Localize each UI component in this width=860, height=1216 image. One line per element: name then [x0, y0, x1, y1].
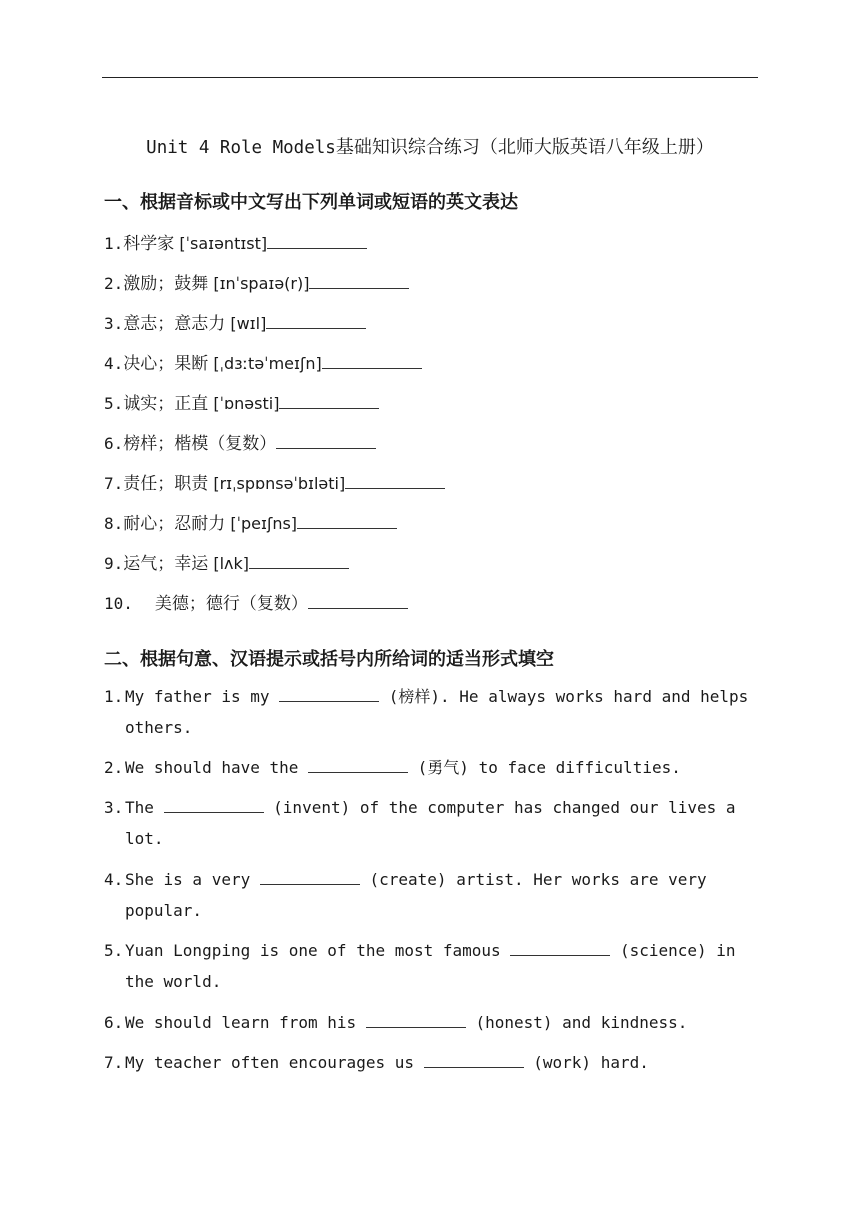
answer-blank[interactable]	[249, 554, 349, 569]
vocab-item: 4.决心；果断 [ˌdɜːtəˈmeɪʃn]	[104, 349, 422, 374]
fill-blank-item: 6. We should learn from his (honest) and kindness.	[104, 1013, 688, 1032]
vocab-item: 7.责任；职责 [rɪˌspɒnsəˈbɪləti]	[104, 469, 445, 494]
answer-blank[interactable]	[424, 1053, 524, 1068]
section1-heading: 一、根据音标或中文写出下列单词或短语的英文表达	[104, 192, 518, 213]
fill-blank-item: 2. We should have the (勇气) to face difficulties.	[104, 758, 681, 777]
answer-blank[interactable]	[309, 274, 409, 289]
answer-blank[interactable]	[322, 354, 422, 369]
answer-blank[interactable]	[279, 687, 379, 702]
answer-blank[interactable]	[279, 394, 379, 409]
answer-blank[interactable]	[308, 758, 408, 773]
vocab-item: 2.激励；鼓舞 [ɪnˈspaɪə(r)]	[104, 269, 409, 294]
title-english: Unit 4 Role Models	[146, 138, 336, 158]
answer-blank[interactable]	[297, 514, 397, 529]
answer-blank[interactable]	[267, 234, 367, 249]
fill-blank-item: 3. The (invent) of the computer has changed our lives a lot.	[104, 798, 736, 848]
answer-blank[interactable]	[308, 594, 408, 609]
vocab-item: 1.科学家 [ˈsaɪəntɪst]	[104, 229, 367, 254]
vocab-item: 9.运气；幸运 [lʌk]	[104, 549, 349, 574]
answer-blank[interactable]	[260, 870, 360, 885]
answer-blank[interactable]	[164, 798, 264, 813]
fill-blank-item: 7. My teacher often encourages us (work) hard.	[104, 1053, 649, 1072]
fill-blank-item: 1. My father is my (榜样). He always works hard and helps others.	[104, 687, 749, 737]
vocab-item: 3.意志；意志力 [wɪl]	[104, 309, 366, 334]
vocab-item: 10. 美德；德行（复数）	[104, 589, 408, 614]
vocab-item: 5.诚实；正直 [ˈɒnəsti]	[104, 389, 379, 414]
fill-blank-item: 5. Yuan Longping is one of the most famous (science) in the world.	[104, 941, 736, 991]
header-rule	[102, 77, 758, 78]
answer-blank[interactable]	[345, 474, 445, 489]
fill-blank-item: 4. She is a very (create) artist. Her works are very popular.	[104, 870, 707, 920]
answer-blank[interactable]	[366, 1013, 466, 1028]
answer-blank[interactable]	[276, 434, 376, 449]
page-title	[0, 133, 860, 159]
vocab-item: 8.耐心；忍耐力 [ˈpeɪʃns]	[104, 509, 397, 534]
section2-heading: 二、根据句意、汉语提示或括号内所给词的适当形式填空	[104, 649, 554, 670]
vocab-item: 6.榜样；楷模（复数）	[104, 429, 376, 454]
answer-blank[interactable]	[510, 941, 610, 956]
title-chinese: 基础知识综合练习（北师大版英语八年级上册）	[335, 137, 714, 158]
answer-blank[interactable]	[266, 314, 366, 329]
